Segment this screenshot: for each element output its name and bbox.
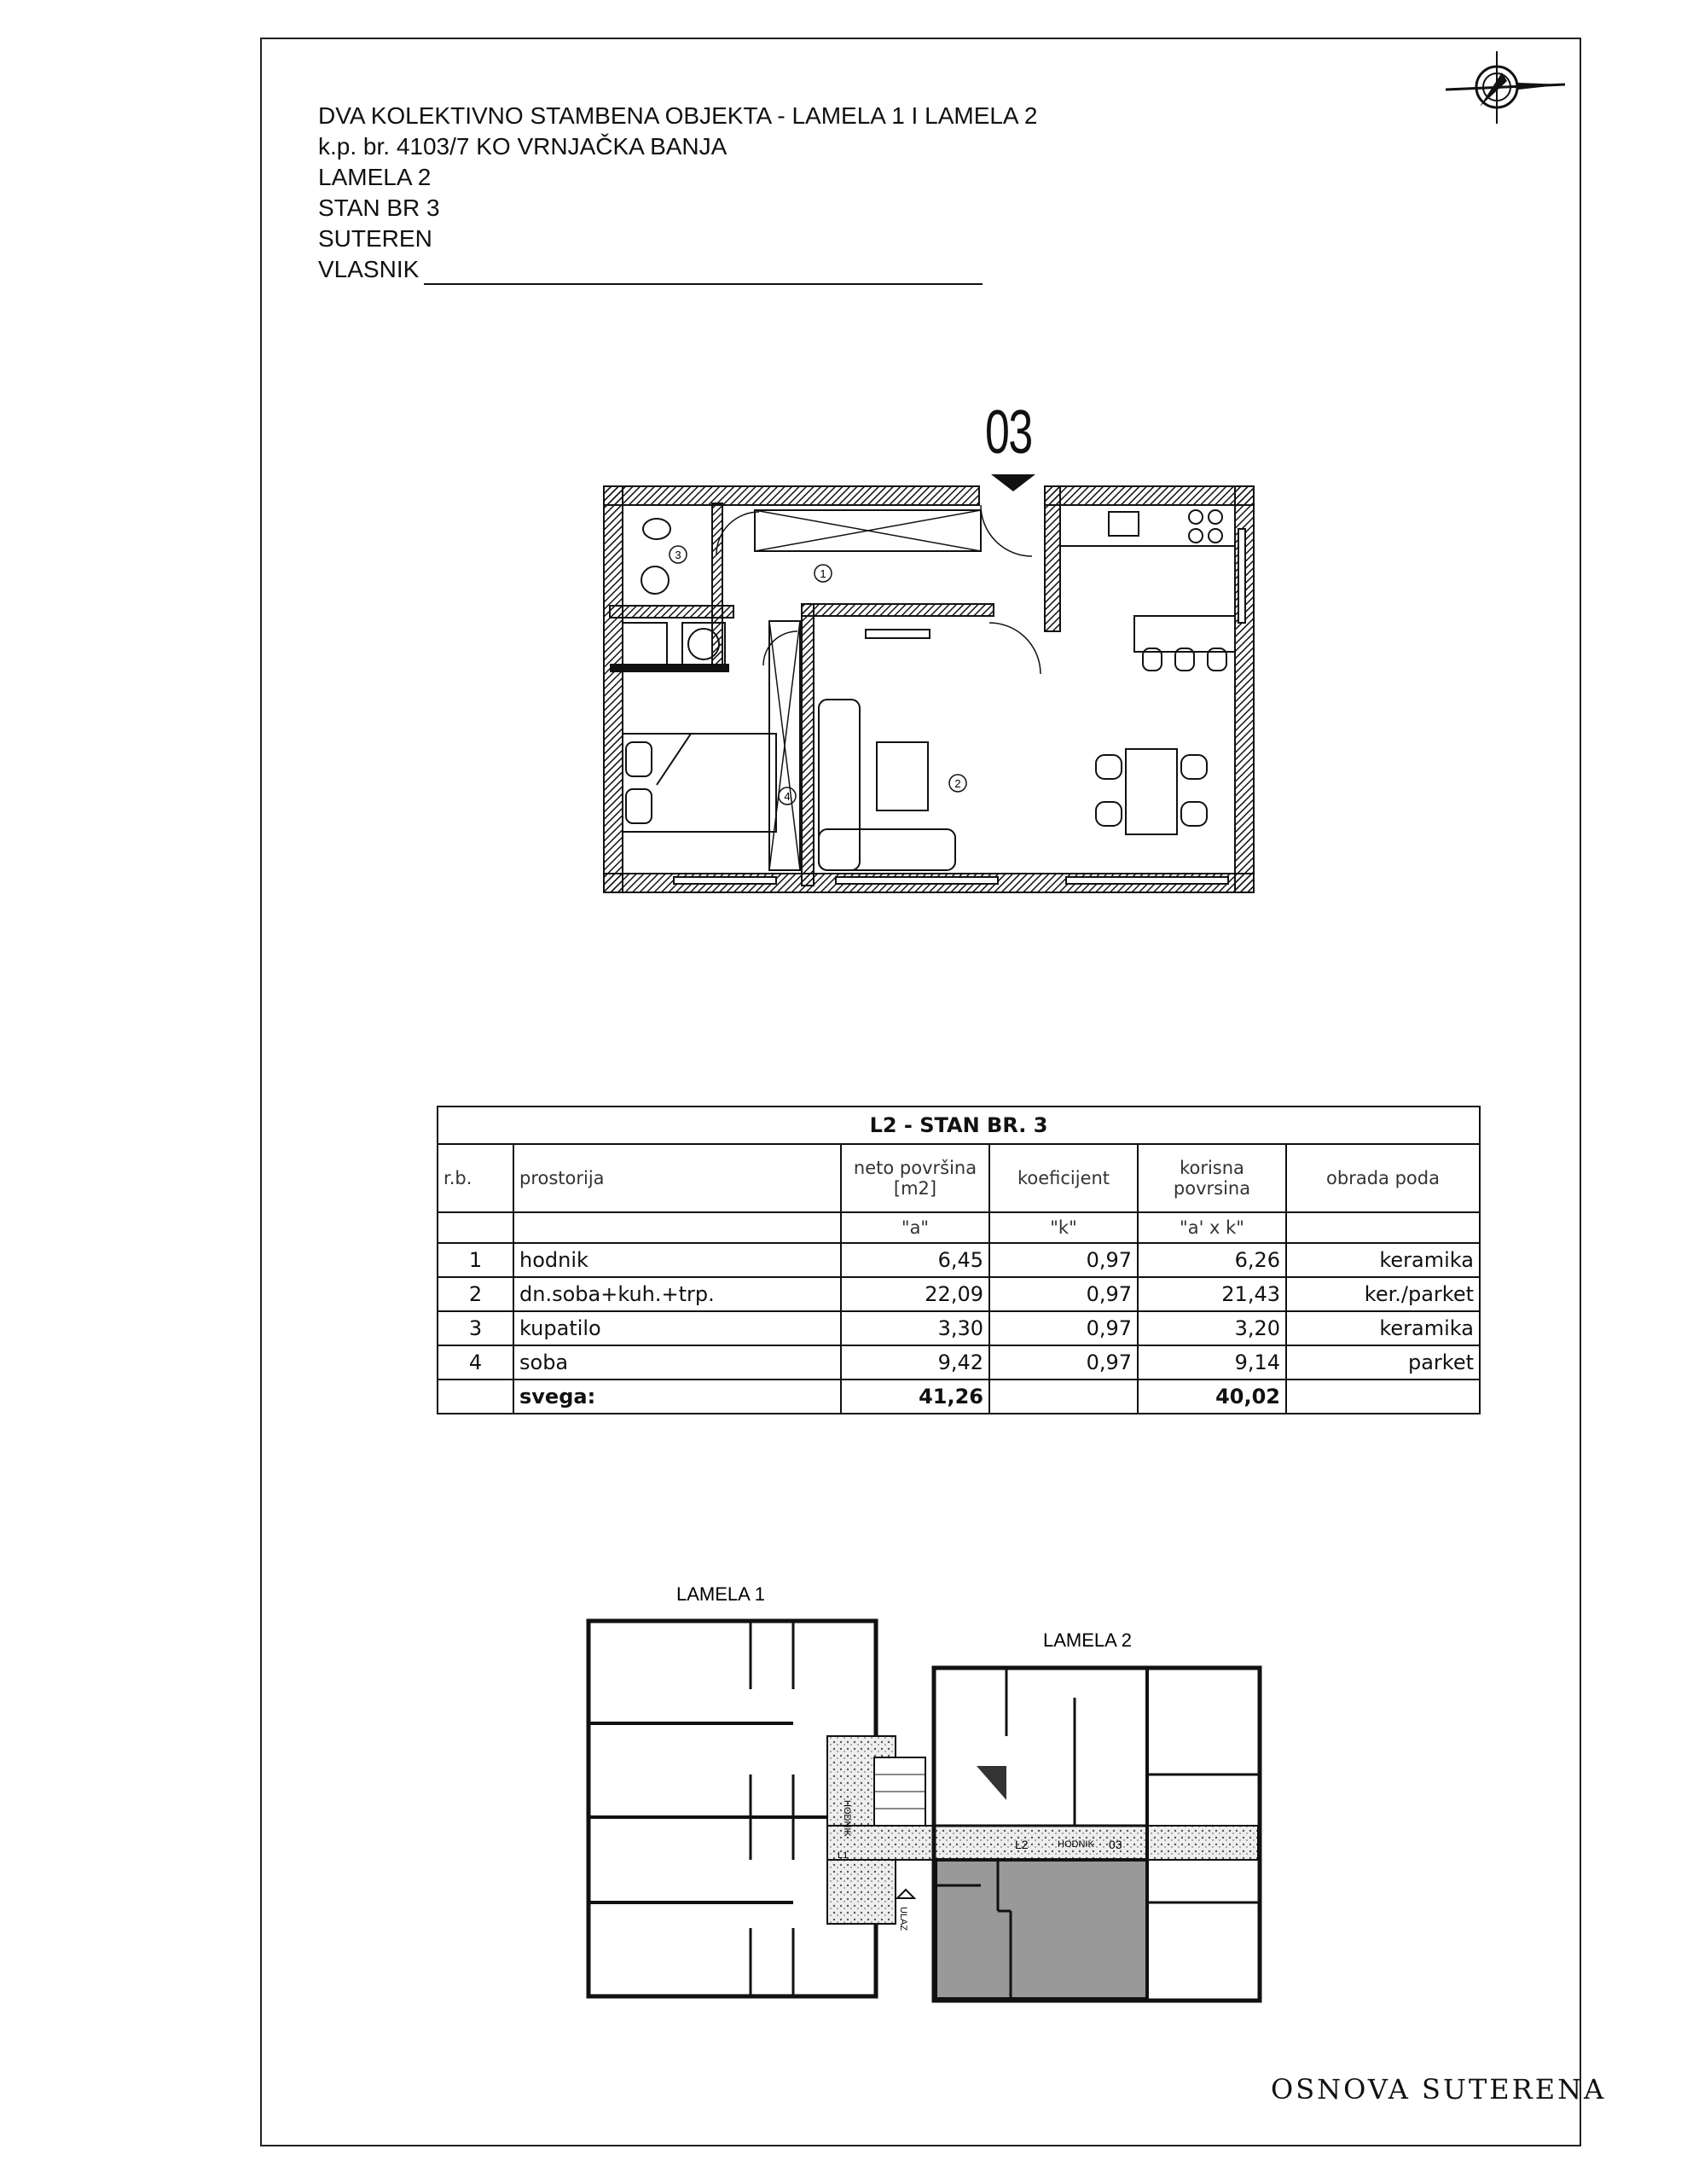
owner-label: VLASNIK <box>318 256 420 282</box>
cell-empty <box>438 1380 513 1414</box>
cell-room: hodnik <box>513 1243 841 1277</box>
cell-rb: 1 <box>438 1243 513 1277</box>
owner-row <box>318 254 1037 285</box>
cell-room: dn.soba+kuh.+trp. <box>513 1277 841 1311</box>
total-usable: 40,02 <box>1138 1380 1286 1414</box>
cell-usable: 3,20 <box>1138 1311 1286 1345</box>
lamela-label: LAMELA 2 <box>318 164 432 190</box>
unit-usable: "a' x k" <box>1138 1212 1286 1243</box>
room-marker-4: 4 <box>784 790 791 803</box>
header-rb: r.b. <box>438 1144 513 1212</box>
label-l1: L1 <box>838 1850 849 1861</box>
site-key-plan <box>580 1570 1262 2013</box>
label-03: 03 <box>1109 1838 1122 1851</box>
cell-room: kupatilo <box>513 1311 841 1345</box>
cell-usable: 21,43 <box>1138 1277 1286 1311</box>
parcel-info: k.p. br. 4103/7 KO VRNJAČKA BANJA <box>318 133 728 160</box>
drawing-name: OSNOVA SUTERENA <box>1271 2073 1607 2106</box>
project-title: DVA KOLEKTIVNO STAMBENA OBJEKTA - LAMELA 1 I LAMELA 2 <box>318 102 1038 129</box>
label-lamela1: LAMELA 1 <box>676 1583 765 1605</box>
floor-plan <box>588 392 1271 904</box>
unit-cell-empty <box>438 1212 513 1243</box>
cell-coef: 0,97 <box>989 1243 1138 1277</box>
table-row <box>438 1345 1480 1380</box>
table-row <box>438 1277 1480 1311</box>
label-l2: L2 <box>1015 1838 1029 1851</box>
cell-rb: 4 <box>438 1345 513 1380</box>
cell-area: 6,45 <box>841 1243 989 1277</box>
cell-coef: 0,97 <box>989 1311 1138 1345</box>
cell-area: 22,09 <box>841 1277 989 1311</box>
room-marker-2: 2 <box>954 777 961 790</box>
cell-floor: ker./parket <box>1286 1277 1480 1311</box>
cell-empty <box>1286 1380 1480 1414</box>
title-block <box>318 101 1037 285</box>
unit-cell-empty <box>513 1212 841 1243</box>
room-area-table <box>437 1106 1481 1414</box>
cell-area: 3,30 <box>841 1311 989 1345</box>
cell-floor: keramika <box>1286 1311 1480 1345</box>
label-hodnik2: HODNIK <box>1058 1839 1094 1850</box>
header-coef: koeficijent <box>989 1144 1138 1212</box>
unit-area: "a" <box>841 1212 989 1243</box>
owner-blank-line <box>424 259 983 285</box>
label-lamela2: LAMELA 2 <box>1043 1629 1132 1651</box>
cell-area: 9,42 <box>841 1345 989 1380</box>
table-title: L2 - STAN BR. 3 <box>438 1107 1480 1144</box>
unit-coef: "k" <box>989 1212 1138 1243</box>
cell-empty <box>989 1380 1138 1414</box>
total-area: 41,26 <box>841 1380 989 1414</box>
floor-label: SUTEREN <box>318 225 432 252</box>
compass-icon <box>1446 47 1565 128</box>
unit-cell-empty <box>1286 1212 1480 1243</box>
header-floor: obrada poda <box>1286 1144 1480 1212</box>
cell-rb: 2 <box>438 1277 513 1311</box>
room-marker-3: 3 <box>675 549 681 561</box>
apartment-number: 03 <box>985 398 1032 467</box>
cell-coef: 0,97 <box>989 1277 1138 1311</box>
table-row <box>438 1243 1480 1277</box>
table-row <box>438 1311 1480 1345</box>
cell-usable: 9,14 <box>1138 1345 1286 1380</box>
cell-room: soba <box>513 1345 841 1380</box>
apartment-label: STAN BR 3 <box>318 195 440 221</box>
header-area: neto površina [m2] <box>841 1144 989 1212</box>
cell-floor: keramika <box>1286 1243 1480 1277</box>
total-label: svega: <box>513 1380 841 1414</box>
label-ulaz: ULAZ <box>898 1907 908 1931</box>
header-room: prostorija <box>513 1144 841 1212</box>
label-hodnik1: HODNIK <box>842 1800 852 1837</box>
cell-coef: 0,97 <box>989 1345 1138 1380</box>
cell-rb: 3 <box>438 1311 513 1345</box>
total-row <box>438 1380 1480 1414</box>
cell-floor: parket <box>1286 1345 1480 1380</box>
header-usable: korisna povrsina <box>1138 1144 1286 1212</box>
room-marker-1: 1 <box>820 567 826 580</box>
cell-usable: 6,26 <box>1138 1243 1286 1277</box>
